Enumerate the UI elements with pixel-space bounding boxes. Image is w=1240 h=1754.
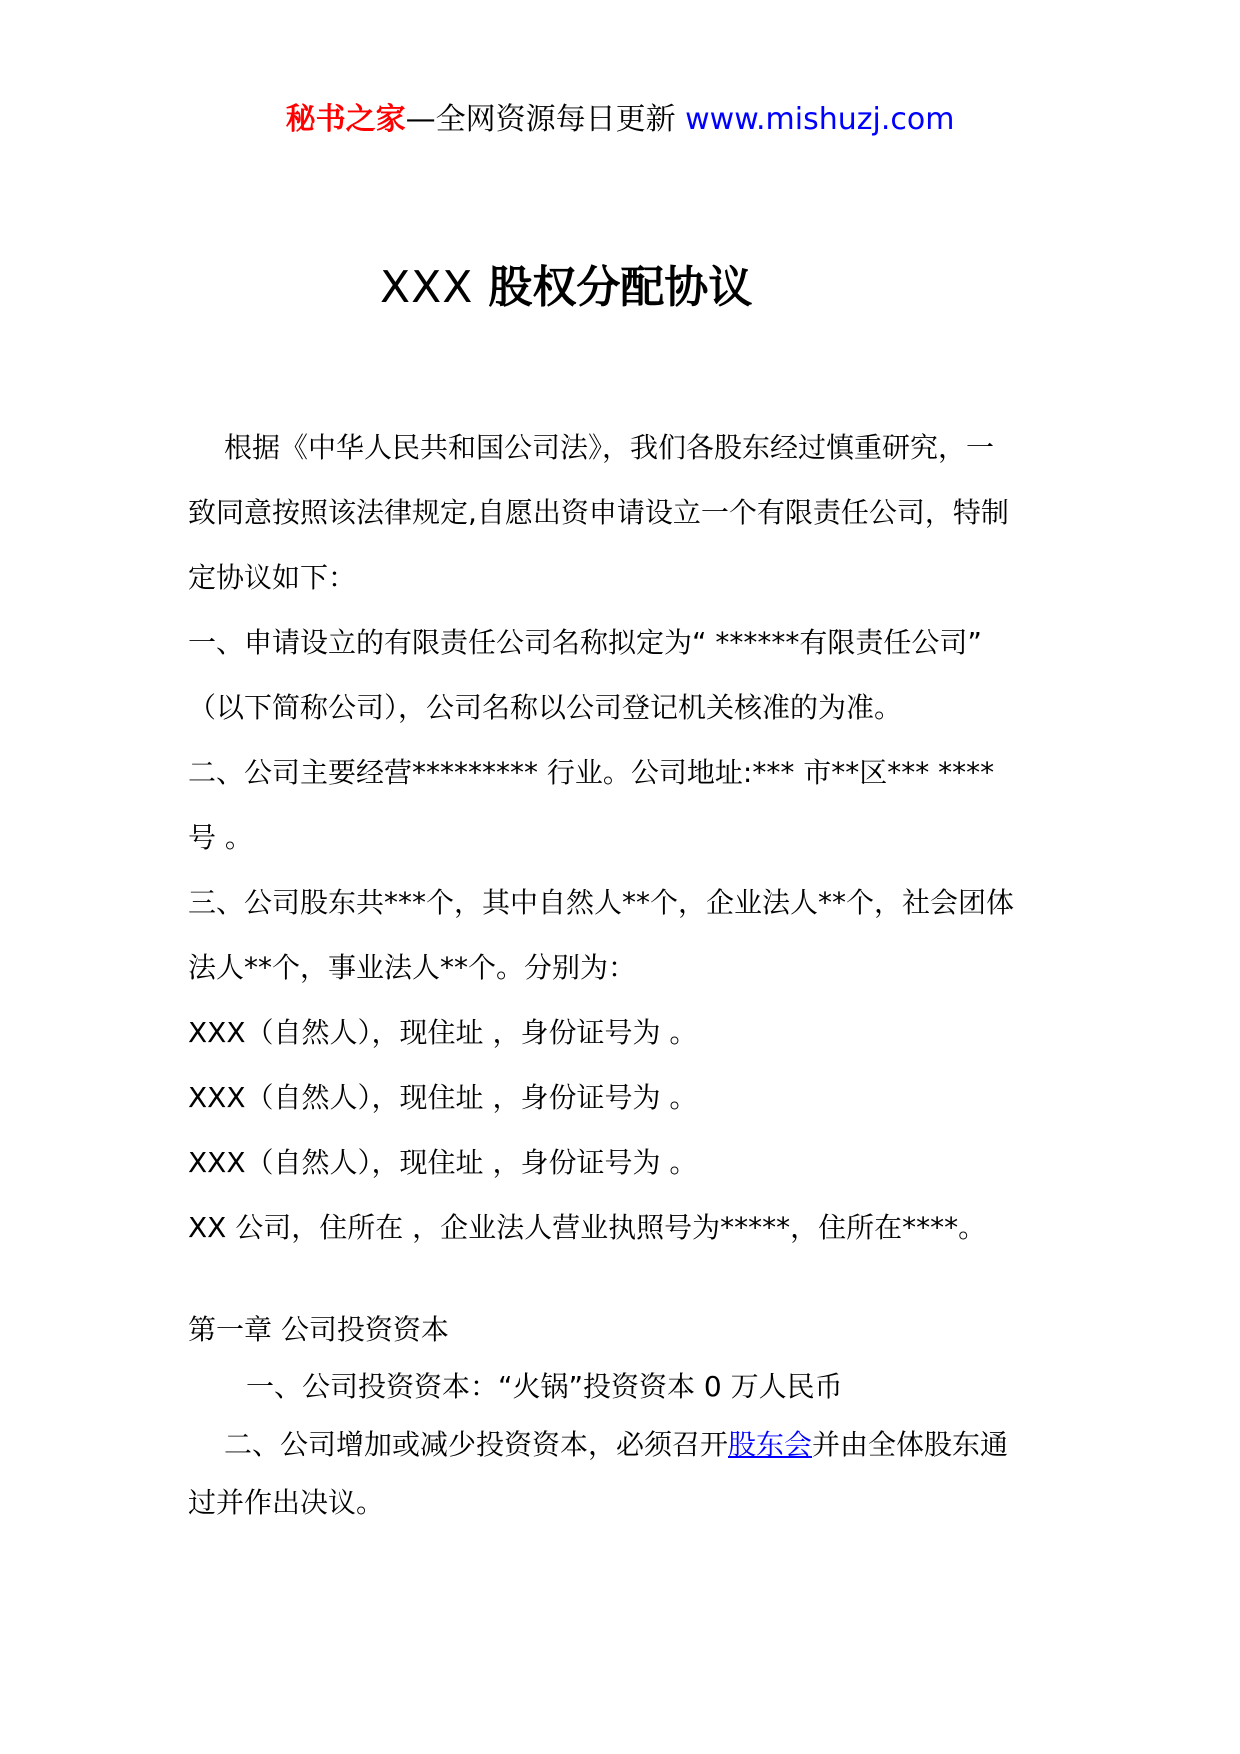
clause-1-line-2: （以下简称公司），公司名称以公司登记机关核准的为准。 (188, 691, 903, 724)
item-2-text-after: 并由全体股东通 (812, 1428, 1009, 1461)
clause-1-line-1: 一、申请设立的有限责任公司名称拟定为“ ******有限责任公司” (188, 626, 982, 659)
site-tagline: —全网资源每日更新 (405, 102, 686, 137)
document-title (380, 258, 752, 318)
clause-3-line-2: 法人**个，事业法人**个。分别为： (188, 951, 637, 984)
shareholder-2: XXX（自然人），现住址 ，身份证号为 。 (188, 1081, 698, 1114)
paragraph-intro-line-1: 根据《中华人民共和国公司法》，我们各股东经过慎重研究，一 (224, 431, 995, 464)
paragraph-intro-line-3: 定协议如下： (188, 561, 357, 594)
shareholder-1: XXX（自然人），现住址 ，身份证号为 。 (188, 1016, 698, 1049)
clause-2-line-1: 二、公司主要经营********* 行业。公司地址:*** 市**区*** **** (188, 756, 995, 789)
chapter-1-heading: 第一章 公司投资资本 (188, 1313, 449, 1346)
shareholder-company: XX 公司，住所在 ，企业法人营业执照号为*****，住所在****。 (188, 1211, 987, 1244)
clause-3-line-1: 三、公司股东共***个，其中自然人**个，企业法人**个，社会团体 (188, 886, 1015, 919)
clause-2-line-2: 号 。 (188, 821, 253, 854)
paragraph-intro-line-2: 致同意按照该法律规定,自愿出资申请设立一个有限责任公司，特制 (188, 496, 1009, 529)
title-main: 股权分配协议 (488, 262, 753, 313)
chapter-1-item-2 (188, 1416, 1056, 1474)
site-url[interactable]: www.mishuzj.com (685, 102, 955, 137)
shareholders-meeting-link[interactable]: 股东会 (728, 1428, 813, 1461)
document-body (188, 415, 1056, 1532)
site-brand: 秘书之家 (285, 102, 406, 137)
title-prefix: XXX (380, 262, 489, 313)
item-2-text-before: 二、公司增加或减少投资资本，必须召开 (224, 1428, 729, 1461)
chapter-1-item-1: 一、公司投资资本：“火锅”投资资本 0 万人民币 (246, 1370, 843, 1403)
shareholder-3: XXX（自然人），现住址 ，身份证号为 。 (188, 1146, 698, 1179)
site-header (0, 100, 1240, 140)
chapter-1-item-2-line-2: 过并作出决议。 (188, 1486, 385, 1519)
